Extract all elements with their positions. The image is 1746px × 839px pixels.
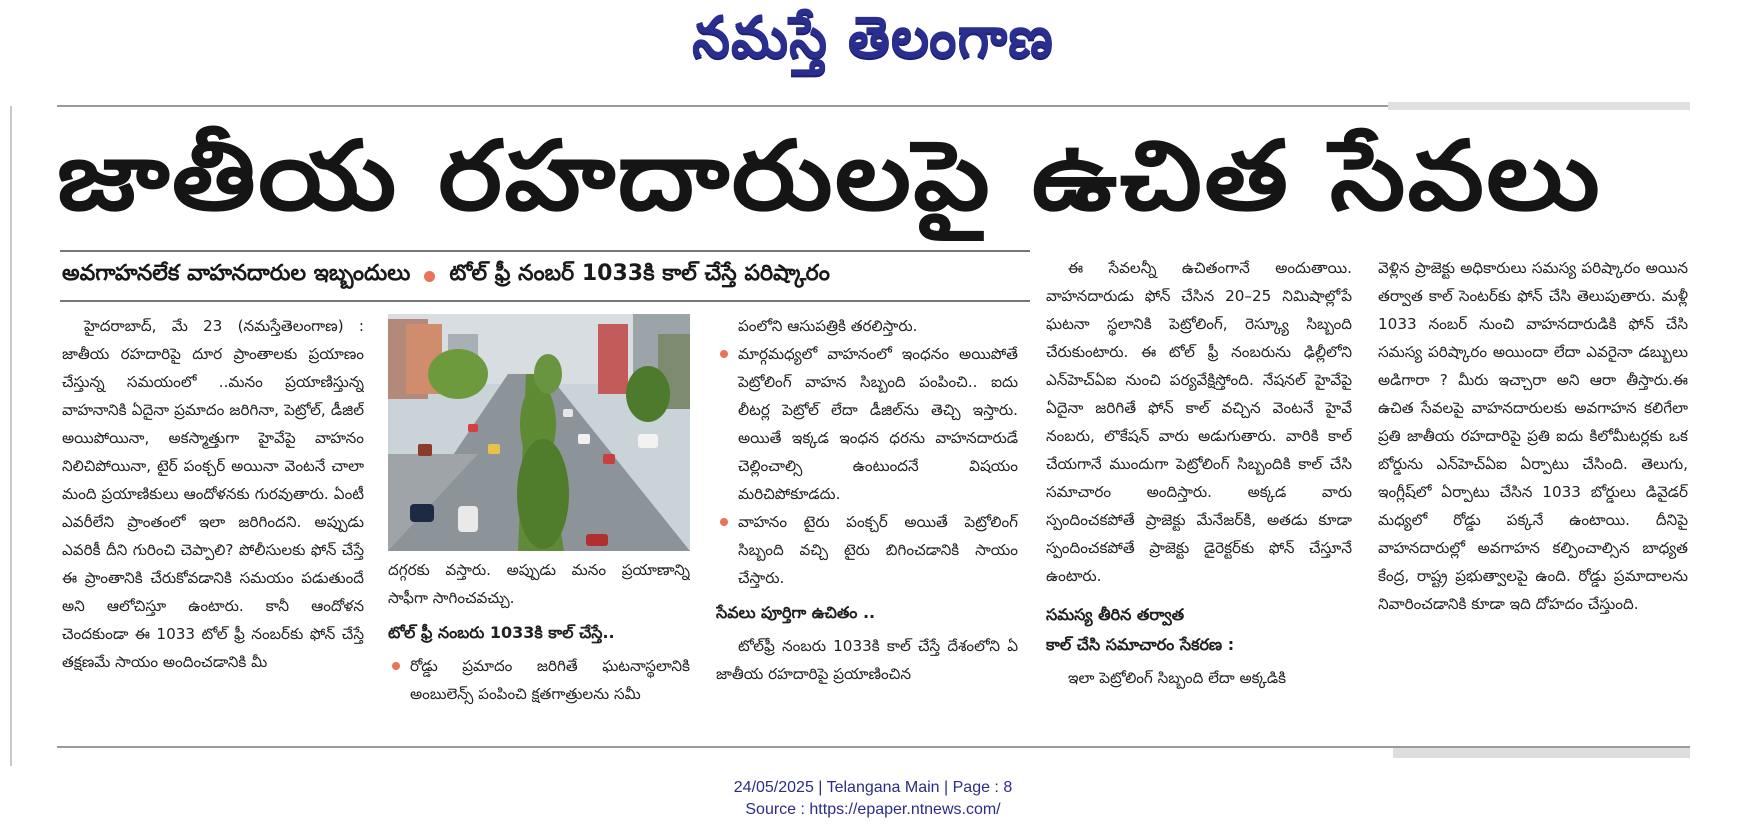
left-margin-rule (10, 106, 12, 766)
col5-paragraph: వెళ్లిన ప్రాజెక్టు అధికారులు సమస్య పరిష్కారం అయిన తర్వాత కాల్ సెంటర్‌కు ఫోన్ చేసి తెలుపుతారు. మళ్లీ 1033 నంబర్ నుంచి వాహనదారుడికి ఫోన్ చేసి సమస్య పరిష్కారం అయిందా లేదా ఎవరైనా డబ్బులు అడిగారా ? మీరు ఇచ్చారా అని ఆరా తీస్తారు.ఈ ఉచిత సేవలపై వాహనదారులకు అవగాహన కలిగేలా ప్రతి జాతీయ రహదారిపై ప్రతి ఐదు కిలోమీటర్లకు ఒక బోర్డును ఎన్‌హెచ్‌ఏఐ ఏర్పాటు చేసింది. తెలుగు, ఇంగ్లీష్‌లో ఏర్పాటు చేసిన 1033 బోర్డులు డివైడర్ మధ్యలో రోడ్డు పక్కనే ఉంటాయి. దీనిపై వాహనదారుల్లో అవగాహన కల్పించాల్సిన బాధ్యత కేంద్ర, రాష్ట్ర ప్రభుత్వాలపై ఉంది. రోడ్డు ప్రమాదాలను నివారించడానికి కూడా ఇది దోహదం చేస్తుంది. (1378, 259, 1688, 613)
col2-bullet-1: రోడ్డు ప్రమాదం జరిగితే ఘటనాస్థలానికి అంబులెన్స్ పంపించి క్షతగాత్రులను సమీ (388, 652, 690, 708)
photo-illustration (388, 314, 690, 551)
col3-paragraph-1: పంలోని ఆసుపత్రికి తరలిస్తారు. (738, 317, 918, 335)
subhead-rule-bottom (60, 300, 1030, 302)
footer (0, 777, 1746, 821)
col3-paragraph-2: టోల్‌ఫ్రీ నంబరు 1033కి కాల్ చేస్తే దేశంలోని ఏ జాతీయ రహదారిపై ప్రయాణించిన (716, 637, 1018, 683)
article-column-3 (716, 312, 1018, 742)
footer-source-link[interactable]: Source : https://epaper.ntnews.com/ (745, 801, 1001, 818)
headline: జాతీయ రహదారులపై ఉచిత సేవలు (57, 120, 1602, 232)
col2-paragraph: దగ్గరకు వస్తారు. అప్పుడు మనం ప్రయాణాన్ని సాఫీగా సాగించవచ్చు. (388, 561, 690, 607)
col3-bullet-1: మార్గమధ్యలో వాహనంలో ఇంధనం అయిపోతే పెట్రోలింగ్ వాహన సిబ్బంది పంపించి.. ఐదు లీటర్ల పెట్రోల్ లేదా డీజిల్‌ను తెచ్చి ఇస్తారు. అయితే ఇక్కడ ఇంధన ధరను వాహనదారుడే చెల్లించాల్సి ఉంటుందనే విషయం మరిచిపోకూడదు. (716, 340, 1018, 508)
subhead-bullet-icon (424, 271, 435, 282)
subhead-left: అవగాహనలేక వాహనదారుల ఇబ్బందులు (62, 261, 411, 286)
masthead-logo: నమస్తే తెలంగాణ (692, 4, 1054, 71)
article-column-2 (388, 556, 690, 742)
col3-subhead: సేవలు పూర్తిగా ఉచితం .. (716, 603, 876, 622)
top-divider-accent (1388, 102, 1690, 110)
col4-paragraph-2: ఇలా పెట్రోలింగ్ సిబ్బంది లేదా అక్కడికి (1068, 669, 1287, 687)
subheads-bar (62, 258, 1032, 294)
col3-bullet-2: వాహనం టైరు పంక్చర్ అయితే పెట్రోలింగ్ సిబ్బంది వచ్చి టైరు బిగించడానికి సాయం చేస్తారు. (716, 508, 1018, 592)
col1-paragraph: హైదరాబాద్, మే 23 (నమస్తేతెలంగాణ) : జాతీయ రహదారిపై దూర ప్రాంతాలకు ప్రయాణం చేస్తున్న సమయంలో ..మనం ప్రయాణిస్తున్న వాహనానికి ఏదైనా ప్రమాదం జరిగినా, పెట్రోల్, డీజిల్ అయిపోయినా, అకస్మాత్తుగా హైవేపై వాహనం నిలిచిపోయినా, టైర్ పంక్చర్ అయినా వెంటనే చాలా మంది ప్రయాణికులు ఆందోళనకు గురవుతారు. ఏంటీ ఎవరీలేని ప్రాంతంలో ఇలా జరిగిందని. అప్పుడు ఎవరికీ దీని గురించి చెప్పాలి? పోలీసులకు ఫోన్ చేస్తే ఈ ప్రాంతానికి చేరుకోవడానికి సమయం పడుతుందే అని ఆలోచిస్తూ ఉంటారు. కానీ ఆందోళన చెందకుండా ఈ 1033 టోల్ ఫ్రీ నంబర్‌కు ఫోన్ చేస్తే తక్షణమే సాయం అందించడానికి మీ (62, 317, 364, 671)
col4-subhead-2: కాల్ చేసి సమాచారం సేకరణ : (1046, 635, 1235, 654)
road-traffic-photo (388, 314, 690, 551)
col4-subhead-1: సమస్య తీరిన తర్వాత (1046, 605, 1185, 624)
bottom-divider-accent (1393, 748, 1690, 758)
subhead-rule-top (60, 250, 1030, 252)
col4-paragraph-1: ఈ సేవలన్నీ ఉచితంగానే అందుతాయి. వాహనదారుడు ఫోన్ చేసిన 20–25 నిమిషాల్లోపే ఘటనా స్థలానికి పెట్రోలింగ్, రెస్క్యూ సిబ్బంది చేరుకుంటారు. ఈ టోల్ ఫ్రీ నంబరును ఢిల్లీలోని ఎన్‌హెచ్‌ఏఐ నుంచి పర్యవేక్షిస్తోంది. నేషనల్ హైవేపై ఏదైనా జరిగితే ఫోన్ కాల్ వచ్చిన వెంటనే హైవే నంబరు, లొకేషన్ వారు అడుగుతారు. వారికి కాల్ చేయగానే ముందుగా పెట్రోలింగ్ సిబ్బందికి కాల్ చేసి సమాచారం అందిస్తారు. అక్కడ వారు స్పందించకపోతే ప్రాజెక్టు మేనేజర్‌కి, అతడు కూడా స్పందించకపోతే ప్రాజెక్టు డైరెక్టర్‌కు ఫోన్ చేస్తూనే ఉంటారు. (1046, 259, 1352, 585)
article-column-5 (1378, 254, 1688, 742)
footer-edition-info: 24/05/2025 | Telangana Main | Page : 8 (733, 779, 1013, 796)
subhead-right: టోల్ ఫ్రీ నంబర్ 1033కి కాల్ చేస్తే పరిష్కారం (449, 261, 830, 286)
article-column-1 (62, 312, 364, 742)
col2-subhead: టోల్ ఫ్రీ నంబరు 1033కి కాల్ చేస్తే.. (388, 623, 615, 642)
article-column-4 (1046, 254, 1352, 742)
